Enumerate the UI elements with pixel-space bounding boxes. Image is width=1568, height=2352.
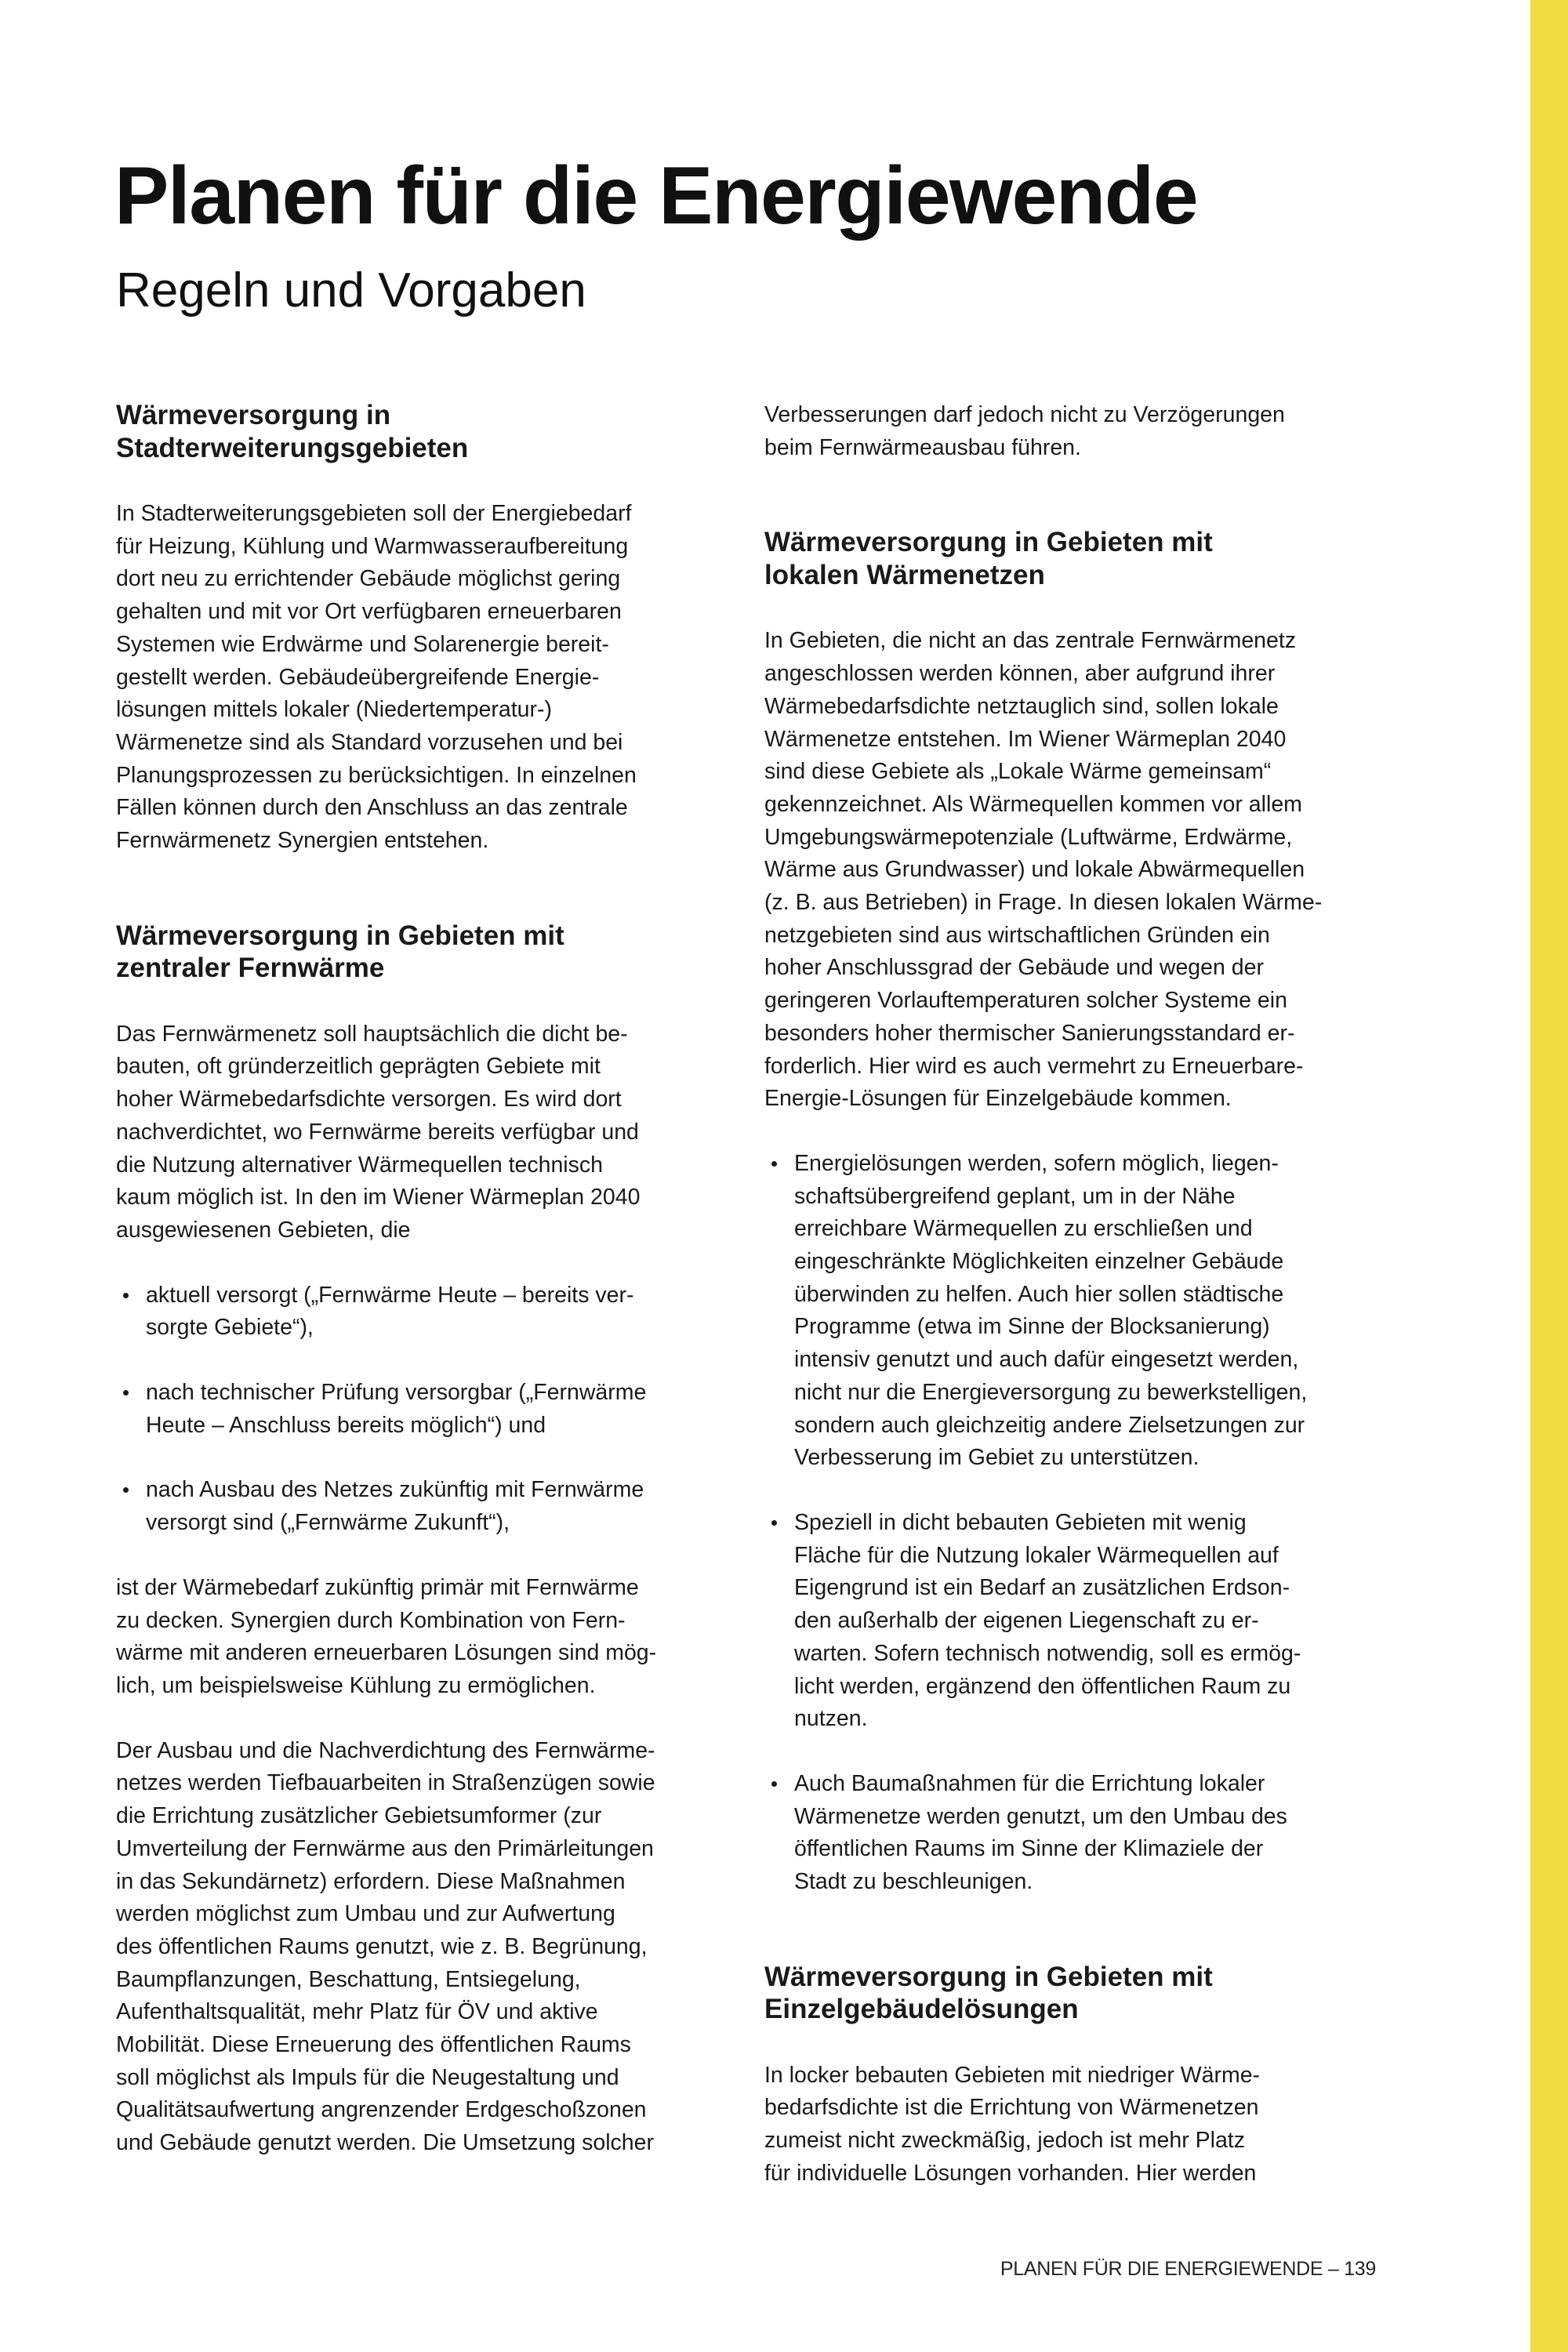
text-line: Verbesserung im Gebiet zu unterstützen. [794,1445,1200,1471]
text-line: nutzen. [794,1706,868,1732]
text-line: Wärmenetze werden genutzt, um den Umbau des [794,1803,1287,1829]
text-line: Der Ausbau und die Nachverdichtung des Fernwärme- [116,1737,655,1763]
text-line: Stadterweiterungsgebieten [116,432,469,463]
text-line: Verbesserungen darf jedoch nicht zu Verzögerungen [764,402,1285,427]
section-heading [116,399,743,464]
text-line: dort neu zu errichtender Gebäude möglichst gering [116,566,621,592]
paragraph [116,1735,743,2160]
text-line: zentraler Fernwärme [116,953,385,984]
text-line: In Gebieten, die nicht an das zentrale Fernwärmenetz [764,628,1297,654]
page-subtitle: Regeln und Vorgaben [116,263,586,318]
text-line: lösungen mittels lokaler (Niedertemperatur-) [116,697,552,723]
text-line: Fläche für die Nutzung lokaler Wärmequellen auf [794,1542,1279,1568]
text-line: nachverdichtet, wo Fernwärme bereits verfügbar und [116,1119,639,1145]
text-line: ist der Wärmebedarf zukünftig primär mit Fernwärme [116,1574,639,1600]
bullet-item [764,1507,1392,1736]
text-line: Heute – Anschluss bereits möglich“) und [146,1412,546,1438]
text-line: überwinden zu helfen. Auch hier sollen städtische [794,1281,1284,1307]
text-line: In Stadterweiterungsgebieten soll der Energiebedarf [116,501,632,526]
text-line: bedarfsdichte ist die Errichtung von Wärmenetzen [764,2095,1259,2121]
paragraph [764,399,1392,464]
paragraph [116,498,743,858]
text-line: Wärmeversorgung in Gebieten mit [764,1961,1213,1992]
text-line: besonders hoher thermischer Sanierungsstandard er- [764,1020,1295,1046]
text-line: und Gebäude genutzt werden. Die Umsetzung solcher [116,2130,654,2156]
paragraph [116,1018,743,1247]
text-line: nach technischer Prüfung versorgbar („Fernwärme [146,1380,647,1406]
accent-side-bar [1530,0,1568,2352]
text-line: intensiv genutzt und auch dafür eingesetzt werden, [794,1347,1299,1373]
text-line: sondern auch gleichzeitig andere Zielsetzungen zur [794,1412,1305,1438]
text-line: Aufenthaltsqualität, mehr Platz für ÖV und aktive [116,1999,598,2025]
text-line: geringeren Vorlauftemperaturen solcher Systeme ein [764,988,1287,1014]
text-line: Wärmeversorgung in [116,400,391,430]
text-line: eingeschränkte Möglichkeiten einzelner Gebäude [794,1249,1284,1275]
text-line: Wärmeversorgung in Gebieten mit [764,527,1213,558]
text-line: lich, um beispielsweise Kühlung zu ermöglichen. [116,1672,596,1698]
text-line: Systemen wie Erdwärme und Solarenergie bereit- [116,631,609,657]
text-line: die Errichtung zusätzlicher Gebietsumformer (zur [116,1803,602,1829]
text-line: warten. Sofern technisch notwendig, soll es ermög- [794,1640,1301,1666]
text-line: versorgt sind („Fernwärme Zukunft“), [146,1510,510,1536]
text-line: für individuelle Lösungen vorhanden. Hier werden [764,2160,1257,2186]
text-line: Wärmeversorgung in Gebieten mit [116,920,564,951]
bullet-icon [771,1781,777,1787]
paragraph [764,625,1392,1116]
text-line: Umverteilung der Fernwärme aus den Primärleitungen [116,1835,654,1861]
text-line: Mobilität. Diese Erneuerung des öffentlichen Raums [116,2032,631,2058]
text-line: Auch Baumaßnahmen für die Errichtung lokaler [794,1770,1265,1796]
text-line: Wärmenetze sind als Standard vorzusehen und bei [116,729,623,755]
text-line: Eigengrund ist ein Bedarf an zusätzlichen Erdson- [794,1575,1290,1601]
text-line: Wärmebedarfsdichte netztauglich sind, sollen lokale [764,693,1279,719]
bullet-icon [771,1520,777,1526]
bullet-icon [123,1293,129,1298]
bullet-icon [123,1487,129,1493]
text-line: Wärme aus Grundwasser) und lokale Abwärmequellen [764,857,1305,883]
section-heading [764,526,1392,591]
text-line: Umgebungswärmepotenziale (Luftwärme, Erdwärme, [764,824,1293,850]
text-line: sorgte Gebiete“), [146,1315,314,1341]
right-column [764,399,1392,2190]
bullet-icon [771,1161,777,1167]
left-column [116,399,743,2160]
text-line: gestellt werden. Gebäudeübergreifende Energie- [116,664,600,690]
bullet-item [116,1279,743,1345]
text-line: ausgewiesenen Gebieten, die [116,1217,411,1243]
text-line: netzgebieten sind aus wirtschaftlichen Gründen ein [764,922,1270,948]
text-line: Das Fernwärmenetz soll hauptsächlich die dicht be- [116,1021,628,1047]
text-line: wärme mit anderen erneuerbaren Lösungen sind mög- [116,1640,657,1666]
bullet-item [116,1377,743,1442]
text-line: sind diese Gebiete als „Lokale Wärme gemeinsam“ [764,759,1272,785]
paragraph [764,2060,1392,2190]
bullet-item [764,1148,1392,1475]
text-line: Speziell in dicht bebauten Gebieten mit wenig [794,1509,1247,1535]
text-line: für Heizung, Kühlung und Warmwasseraufbereitung [116,533,629,559]
text-line: des öffentlichen Raums genutzt, wie z. B. Begrünung, [116,1933,648,1959]
page-title: Planen für die Energiewende [114,150,1198,241]
text-line: netzes werden Tiefbauarbeiten in Straßenzügen sowie [116,1770,655,1796]
text-line: erreichbare Wärmequellen zu erschließen und [794,1216,1253,1242]
text-line: angeschlossen werden können, aber aufgrund ihrer [764,661,1276,687]
text-line: zumeist nicht zweckmäßig, jedoch ist mehr Platz [764,2128,1245,2154]
text-line: Programme (etwa im Sinne der Blocksanierung) [794,1314,1270,1340]
text-line: Qualitätsaufwertung angrenzender Erdgeschoßzonen [116,2097,647,2123]
text-line: hoher Anschlussgrad der Gebäude und wegen der [764,955,1264,981]
text-line: Wärmenetze entstehen. Im Wiener Wärmeplan 2040 [764,726,1287,752]
text-line: die Nutzung alternativer Wärmequellen technisch [116,1152,603,1178]
text-line: gekennzeichnet. Als Wärmequellen kommen vor allem [764,791,1302,817]
bullet-item [764,1768,1392,1899]
text-line: bauten, oft gründerzeitlich geprägten Gebiete mit [116,1054,601,1080]
text-line: Stadt zu beschleunigen. [794,1869,1033,1895]
text-line: schaftsübergreifend geplant, um in der Nähe [794,1183,1236,1209]
text-line: forderlich. Hier wird es auch vermehrt zu Erneuerbare- [764,1053,1304,1079]
text-line: (z. B. aus Betrieben) in Frage. In diesen lokalen Wärme- [764,890,1323,916]
bullet-item [116,1474,743,1539]
text-line: in das Sekundärnetz) erfordern. Diese Maßnahmen [116,1868,626,1894]
text-line: zu decken. Synergien durch Kombination von Fern- [116,1607,626,1633]
text-line: lokalen Wärmenetzen [764,559,1045,590]
text-line: hoher Wärmebedarfsdichte versorgen. Es wird dort [116,1087,622,1112]
page-footer: PLANEN FÜR DIE ENERGIEWENDE – 139 [1000,2258,1376,2280]
text-line: gehalten und mit vor Ort verfügbaren erneuerbaren [116,599,622,625]
text-line: Energielösungen werden, sofern möglich, liegen- [794,1150,1279,1176]
text-line: Baumpflanzungen, Beschattung, Entsiegelung, [116,1966,581,1992]
text-line: den außerhalb der eigenen Liegenschaft zu er- [794,1608,1259,1634]
text-line: Energie-Lösungen für Einzelgebäude kommen. [764,1086,1232,1112]
section-heading [116,920,743,985]
text-line: soll möglichst als Impuls für die Neugestaltung und [116,2064,619,2090]
text-line: In locker bebauten Gebieten mit niedriger Wärme- [764,2062,1261,2088]
text-line: werden möglichst zum Umbau und zur Aufwertung [116,1901,615,1927]
text-line: nach Ausbau des Netzes zukünftig mit Fernwärme [146,1477,644,1503]
text-line: aktuell versorgt („Fernwärme Heute – bereits ver- [146,1282,634,1308]
bullet-icon [123,1390,129,1396]
paragraph [116,1572,743,1703]
text-line: Fernwärmenetz Synergien entstehen. [116,828,489,854]
text-line: öffentlichen Raums im Sinne der Klimaziele der [794,1836,1264,1862]
text-line: licht werden, ergänzend den öffentlichen Raum zu [794,1673,1291,1699]
text-line: beim Fernwärmeausbau führen. [764,434,1081,460]
text-line: Einzelgebäudelösungen [764,1994,1079,2025]
text-line: kaum möglich ist. In den im Wiener Wärmeplan 2040 [116,1185,641,1210]
text-line: Fällen können durch den Anschluss an das zentrale [116,795,628,821]
text-line: Planungsprozessen zu berücksichtigen. In einzelnen [116,762,637,788]
text-line: nicht nur die Energieversorgung zu bewerkstelligen, [794,1379,1308,1405]
section-heading [764,1961,1392,2026]
